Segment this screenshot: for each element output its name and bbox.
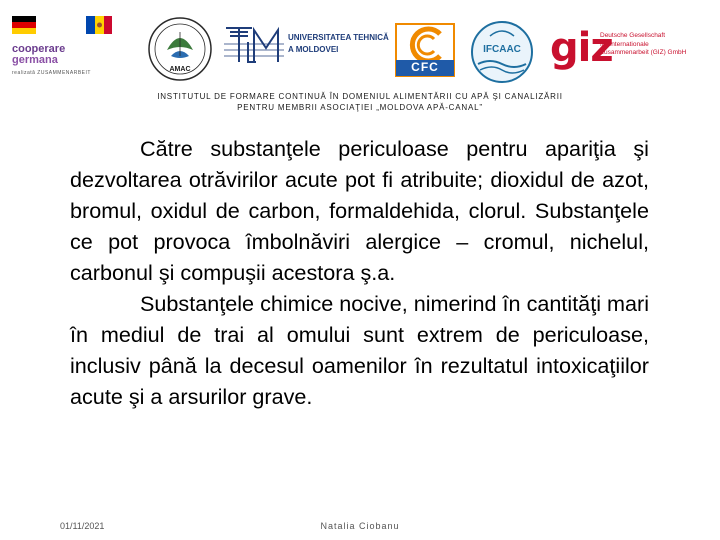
body-paragraph-1: Către substanţele periculoase pentru apariţia şi dezvoltarea otrăvirilor acute pot fi atribuite; dioxidul de azot, bromul, oxidul de carbon, formaldehida, clorul. Substanţele ce pot provoca îmbolnăviri alergice – cromul, nichelul, carbonul şi compuşii acestora ş.a. — [70, 136, 649, 285]
cfc-label: CFC — [411, 60, 439, 74]
ifcaac-label: IFCAAC — [483, 44, 521, 55]
logo-bar — [0, 8, 720, 83]
institute-header-line2: PENTRU MEMBRII ASOCIAŢIEI „MOLDOVA APĂ-CANAL” — [237, 103, 483, 112]
giz-sub-line2: für Internationale — [600, 40, 649, 48]
utm-logo — [224, 22, 389, 70]
ifcaac-logo — [470, 20, 534, 84]
coop-logo-text — [12, 44, 65, 66]
utm-line2: A MOLDOVEI — [288, 45, 339, 54]
amac-logo — [145, 16, 215, 86]
amac-emblem-icon — [145, 16, 215, 86]
giz-logo — [546, 24, 718, 72]
utm-emblem-icon — [224, 22, 286, 70]
footer-date: 01/11/2021 — [60, 521, 105, 531]
cfc-logo — [394, 22, 456, 78]
cooperare-germana-logo — [8, 16, 120, 84]
institute-header-line1: INSTITUTUL DE FORMARE CONTINUĂ ÎN DOMENIUL ALIMENTĂRII CU APĂ ŞI CANALIZĂRII — [157, 92, 563, 101]
giz-subtitle — [600, 32, 686, 58]
main-body — [70, 133, 649, 412]
giz-sub-line1: Deutsche Gesellschaft — [600, 32, 666, 39]
amac-label: AMAC — [169, 66, 191, 73]
body-paragraph-2: Substanţele chimice nocive, nimerind în cantităţi mari în mediul de trai al omului sunt extrem de periculoase, inclusiv până la decesul oamenilor în rezultatul intoxicaţiilor acute şi a arsurilor grave. — [70, 291, 649, 409]
utm-line1: UNIVERSITATEA TEHNICĂ — [288, 33, 389, 42]
institute-header — [60, 91, 660, 113]
coop-line1: cooperare — [12, 43, 66, 55]
giz-wordmark: giz — [550, 25, 613, 71]
footer-author: Natalia Ciobanu — [320, 521, 400, 531]
coop-line2: germana — [12, 54, 58, 66]
giz-sub-line3: Zusammenarbeit (GIZ) GmbH — [600, 49, 687, 56]
utm-text — [288, 32, 389, 56]
coop-subtitle: realizată ZUSAMMENARBEIT — [12, 70, 91, 76]
flags-icon — [12, 16, 112, 42]
